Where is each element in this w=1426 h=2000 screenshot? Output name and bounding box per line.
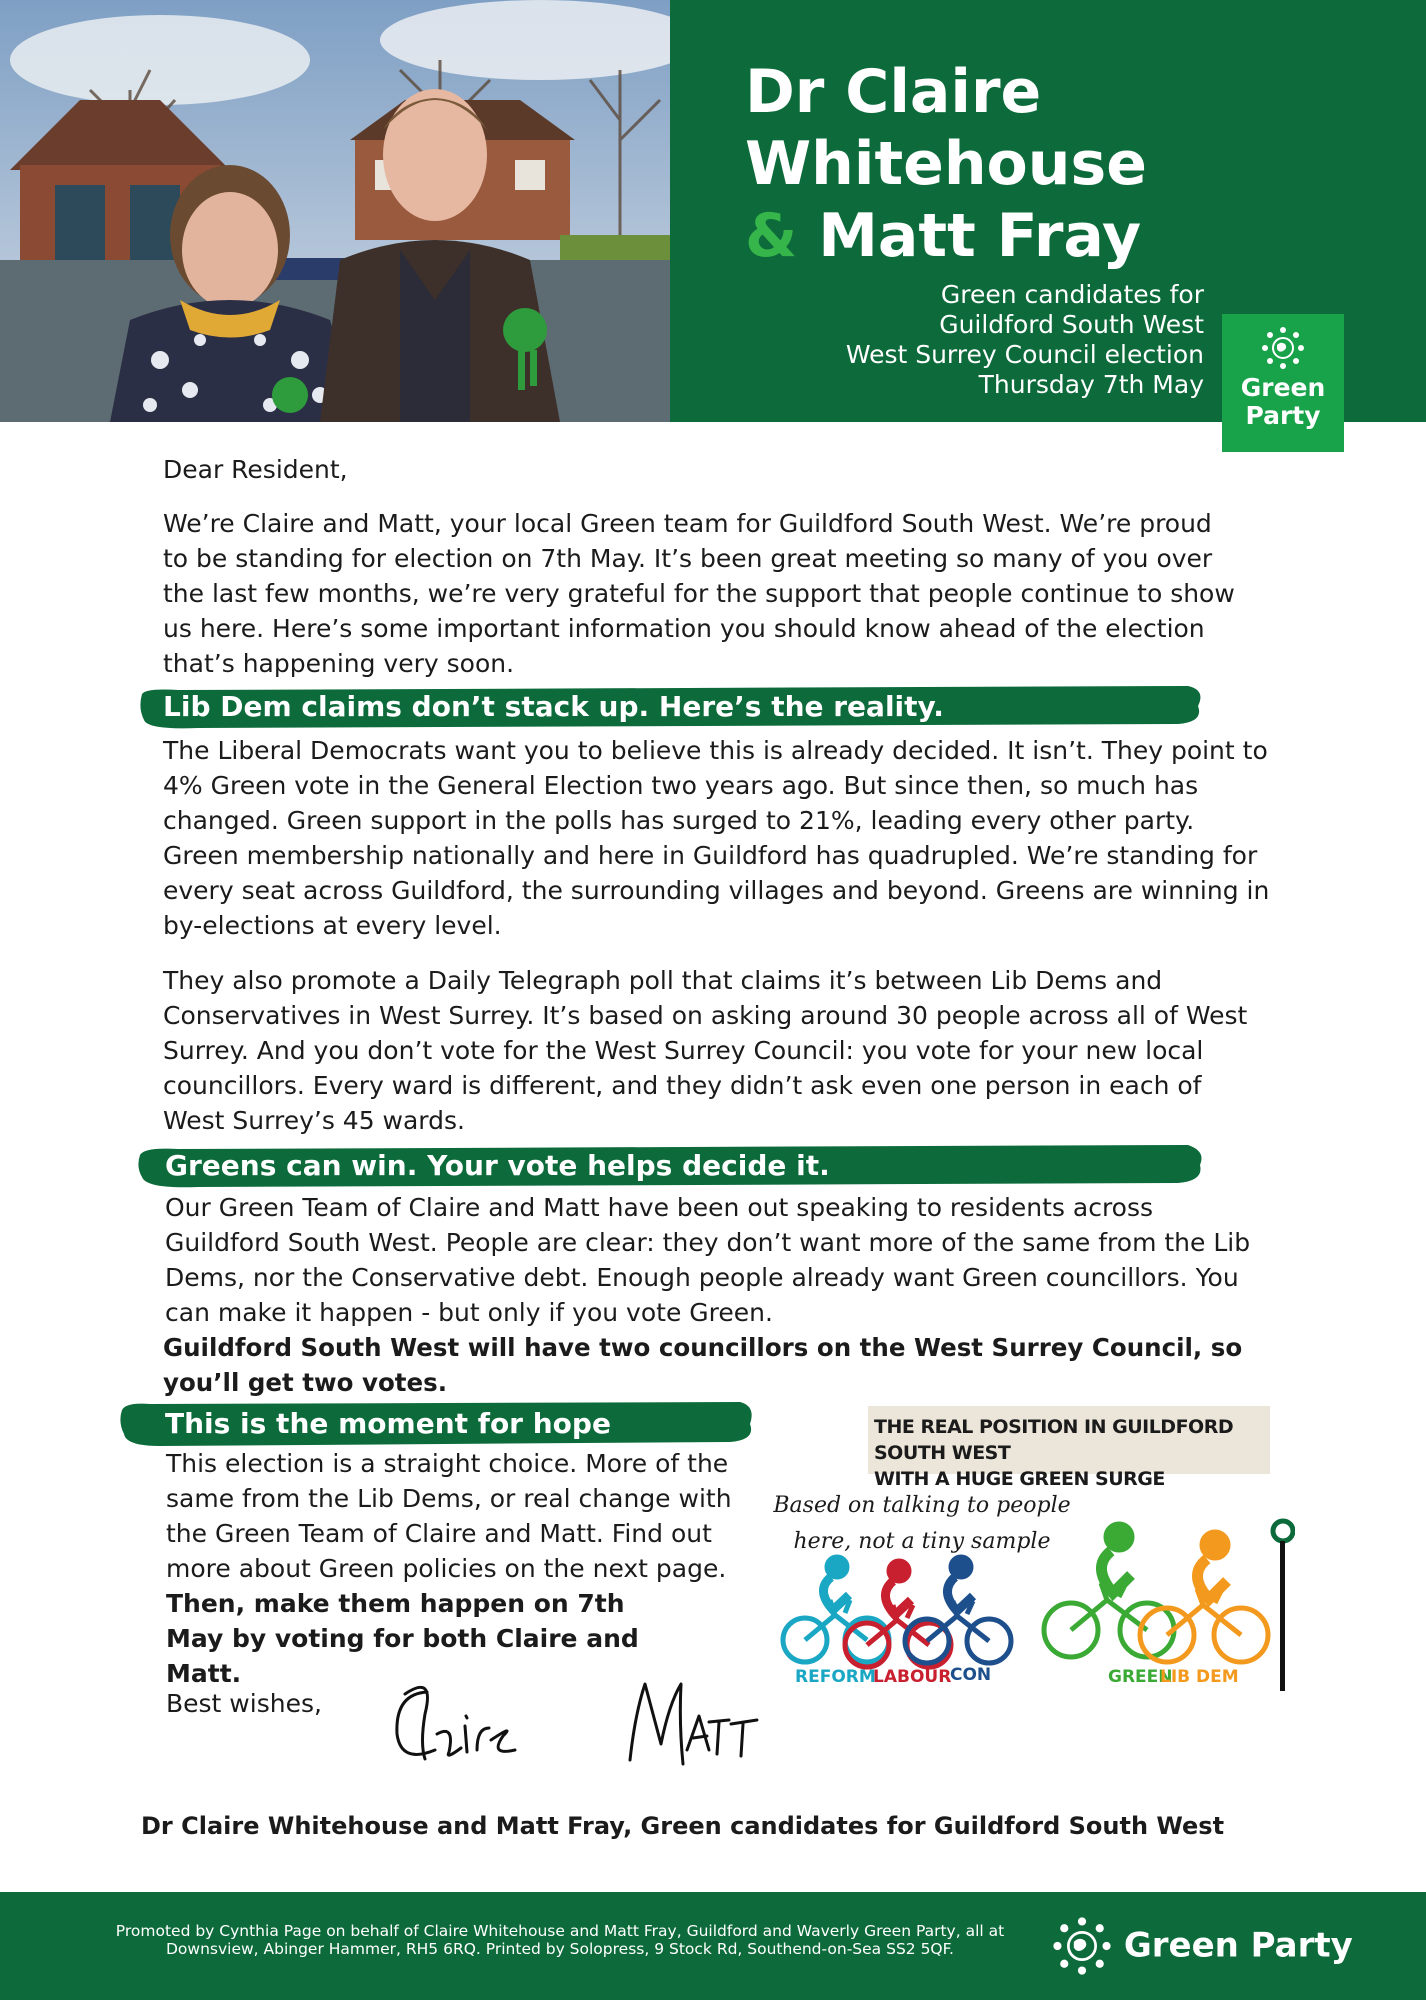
footer-green-party-logo [1052, 1914, 1353, 1976]
bike-reform [783, 1557, 889, 1662]
graphic-note-line: here, not a tiny sample [793, 1529, 1051, 1554]
section1-paragraph2: They also promote a Daily Telegraph poll that claims it’s between Lib Dems and Conservatives in West Surrey. It’s based on asking around 30 people across all of West Surrey. And you don’t vote for the West Surrey Council: you vote for your new local councillors. Every ward is different, and they didn’t ask even one person in each of West Surrey’s 45 wards. [163, 966, 1248, 1135]
section-heading-3 [120, 1400, 758, 1446]
title-name: Matt Fray [818, 201, 1142, 271]
section-heading-2 [138, 1143, 1208, 1189]
graphic-note-line: Based on talking to people [773, 1493, 1071, 1518]
closing-line: Dr Claire Whitehouse and Matt Fray, Green candidates for Guildford South West [141, 1812, 1225, 1840]
bike-label-green: GREEN [1108, 1667, 1173, 1687]
title-line2 [745, 200, 1426, 272]
bike-libdem [1140, 1532, 1268, 1662]
imprint-line: Downsview, Abinger Hammer, RH5 6RQ. Printed by Solopress, 9 Stock Rd, Southend-on-Sea SS2 5QF. [165, 1940, 954, 1958]
bike-label-reform: REFORM [795, 1667, 876, 1687]
section1-paragraph1: The Liberal Democrats want you to believe this is already decided. It isn’t. They point to 4% Green vote in the General Election two years ago. But since then, so much has changed. Green support in the polls has surged to 21%, leading every other party. Green membership nationally and here in Guildford has quadrupled. We’re standing for every seat across Guildford, the surrounding villages and beyond. Greens are winning in by-elections at every level. [163, 736, 1270, 940]
bike-label-labour: LABOUR [873, 1667, 952, 1687]
subtitle-line: Green candidates for [940, 280, 1204, 309]
imprint [60, 1922, 1060, 1958]
subtitle-line: West Surrey Council election [845, 340, 1204, 369]
section-heading-text: This is the moment for hope [165, 1407, 611, 1440]
green-party-logo [1222, 314, 1344, 452]
section-heading-text: Greens can win. Your vote helps decide it. [165, 1149, 830, 1182]
bike-green [1044, 1524, 1174, 1657]
logo-text-green: Green [1240, 373, 1326, 402]
subtitle-line: Thursday 7th May [978, 370, 1204, 399]
section2-paragraph1: Our Green Team of Claire and Matt have been out speaking to residents across Guildford South West. People are clear: they don’t want more of the same from the Lib Dems, nor the Conservative debt. Enough people already want Green councillors. You can make it happen - but only if you vote Green. [165, 1193, 1251, 1327]
section2-bold: Guildford South West will have two councillors on the West Surrey Council, so you’ll get two votes. [163, 1333, 1243, 1397]
section-heading-text: Lib Dem claims don’t stack up. Here’s the reality. [163, 690, 944, 723]
bike-labour [845, 1561, 951, 1667]
election-subtitle [846, 280, 1204, 400]
section3-bold: Then, make them happen on 7th May by voting for both Claire and Matt. [166, 1589, 639, 1688]
globe-flower-icon [1052, 1916, 1112, 1976]
photo-illustration [0, 0, 670, 422]
bike-label-libdem: LIB DEM [1160, 1667, 1239, 1687]
graphic-title-line: THE REAL POSITION IN GUILDFORD SOUTH WEST [874, 1416, 1234, 1464]
greeting: Dear Resident, [163, 455, 348, 484]
signoff: Best wishes, [166, 1689, 322, 1718]
candidates-photo [0, 0, 670, 422]
section-heading-1 [138, 684, 1208, 730]
title-ampersand: & [745, 201, 798, 271]
bike-con [905, 1557, 1011, 1663]
imprint-line: Promoted by Cynthia Page on behalf of Claire Whitehouse and Matt Fray, Guildford and Waverly Green Party, all at [115, 1922, 1005, 1940]
footer-logo-text: Green Party [1123, 1925, 1353, 1966]
subtitle-line: Guildford South West [939, 310, 1204, 339]
logo-text-party: Party [1245, 401, 1321, 430]
globe-flower-icon [1261, 326, 1305, 370]
intro-paragraph: We’re Claire and Matt, your local Green team for Guildford South West. We’re proud to be standing for election on 7th May. It’s been great meeting so many of you over the last few months, we’re very grateful for the support that people continue to show us here. Here’s some important information you should know ahead of the election that’s happening very soon. [163, 509, 1235, 678]
section3-paragraph1: This election is a straight choice. More of the same from the Lib Dems, or real change with the Green Team of Claire and Matt. Find out more about Green policies on the next page. [166, 1449, 732, 1583]
title-line1: Dr Claire Whitehouse [745, 57, 1147, 199]
cyclists-graphic [775, 1505, 1295, 1695]
handwritten-signatures [365, 1664, 805, 1784]
page-title [745, 56, 1426, 272]
graphic-title [868, 1406, 1270, 1490]
signatures [365, 1664, 805, 1784]
bike-label-con: CON [950, 1665, 992, 1685]
graphic-title-line: WITH A HUGE GREEN SURGE [874, 1468, 1165, 1490]
